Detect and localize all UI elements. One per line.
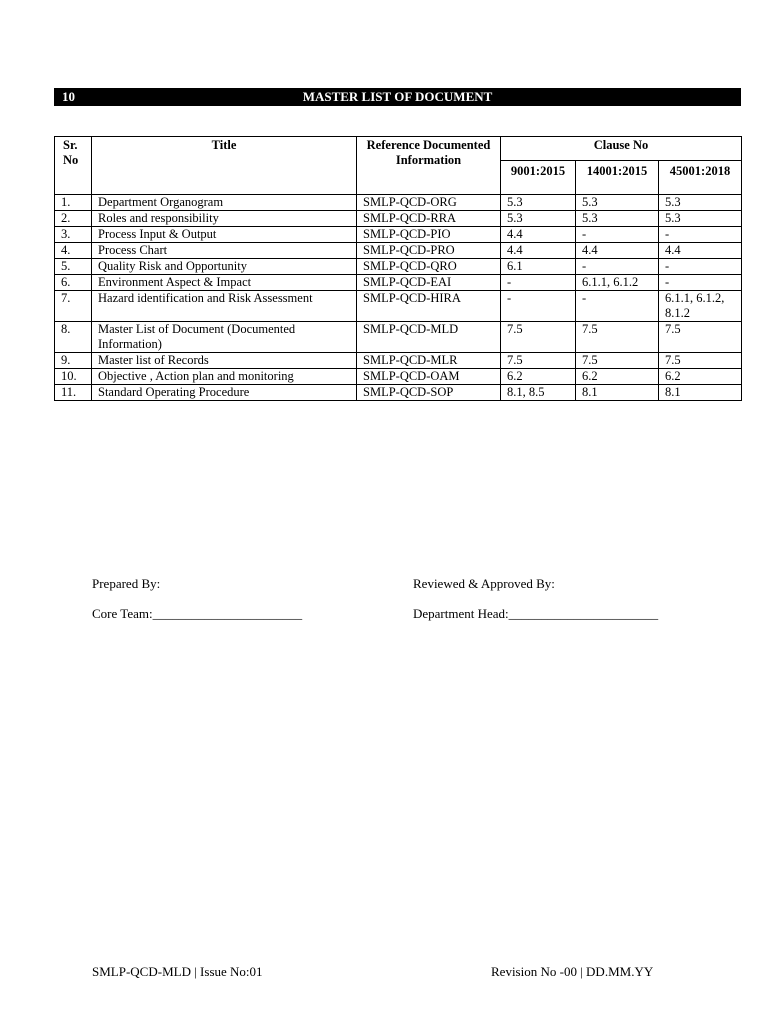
row-clause-9001: 4.4 — [501, 243, 576, 259]
table-row — [55, 195, 742, 211]
row-clause-45001: 4.4 — [659, 243, 742, 259]
row-clause-9001: 5.3 — [501, 211, 576, 227]
row-sr-no: 11. — [55, 385, 92, 401]
row-sr-no: 9. — [55, 353, 92, 369]
row-reference: SMLP-QCD-PIO — [357, 227, 501, 243]
row-title: Quality Risk and Opportunity — [92, 259, 357, 275]
row-clause-9001: 7.5 — [501, 353, 576, 369]
row-title: Objective , Action plan and monitoring — [92, 369, 357, 385]
table-row — [55, 369, 742, 385]
row-sr-no: 3. — [55, 227, 92, 243]
row-title: Process Input & Output — [92, 227, 357, 243]
row-title: Roles and responsibility — [92, 211, 357, 227]
row-clause-9001: - — [501, 275, 576, 291]
row-sr-no: 5. — [55, 259, 92, 275]
core-team-signature-line: Core Team:_______________________ — [92, 606, 303, 621]
row-sr-no: 8. — [55, 322, 92, 353]
row-clause-9001: - — [501, 291, 576, 322]
row-title: Department Organogram — [92, 195, 357, 211]
table-row — [55, 322, 742, 353]
row-clause-45001: - — [659, 259, 742, 275]
row-clause-14001: 7.5 — [576, 353, 659, 369]
row-clause-45001: 7.5 — [659, 353, 742, 369]
row-reference: SMLP-QCD-QRO — [357, 259, 501, 275]
table-row — [55, 353, 742, 369]
row-clause-9001: 8.1, 8.5 — [501, 385, 576, 401]
footer-revision: Revision No -00 | DD.MM.YY — [491, 964, 654, 979]
row-reference: SMLP-QCD-MLD — [357, 322, 501, 353]
department-head-signature-line: Department Head:_______________________ — [413, 606, 659, 621]
table-row — [55, 291, 742, 322]
table-row — [55, 243, 742, 259]
row-clause-14001: - — [576, 259, 659, 275]
row-reference: SMLP-QCD-PRO — [357, 243, 501, 259]
table-row — [55, 227, 742, 243]
row-clause-45001: 8.1 — [659, 385, 742, 401]
footer-document-id: SMLP-QCD-MLD | Issue No:01 — [92, 964, 263, 979]
row-clause-14001: 7.5 — [576, 322, 659, 353]
header-clause-14001: 14001:2015 — [576, 161, 659, 195]
row-sr-no: 6. — [55, 275, 92, 291]
row-clause-14001: 5.3 — [576, 211, 659, 227]
header-sr-no: Sr. No — [55, 137, 92, 195]
row-title: Master List of Document (Documented Information) — [92, 322, 357, 353]
row-clause-14001: - — [576, 291, 659, 322]
row-clause-9001: 6.1 — [501, 259, 576, 275]
prepared-by-label: Prepared By: — [92, 576, 161, 591]
row-title: Environment Aspect & Impact — [92, 275, 357, 291]
section-title: MASTER LIST OF DOCUMENT — [302, 89, 493, 104]
reviewed-approved-by-label: Reviewed & Approved By: — [413, 576, 555, 591]
table-row — [55, 259, 742, 275]
row-clause-45001: 5.3 — [659, 195, 742, 211]
row-clause-45001: 6.2 — [659, 369, 742, 385]
row-clause-45001: - — [659, 227, 742, 243]
row-reference: SMLP-QCD-OAM — [357, 369, 501, 385]
row-sr-no: 7. — [55, 291, 92, 322]
header-clause-45001: 45001:2018 — [659, 161, 742, 195]
row-clause-45001: 5.3 — [659, 211, 742, 227]
row-clause-14001: 8.1 — [576, 385, 659, 401]
header-clause-9001: 9001:2015 — [501, 161, 576, 195]
row-title: Master list of Records — [92, 353, 357, 369]
row-clause-14001: 5.3 — [576, 195, 659, 211]
section-header-bar — [54, 88, 741, 106]
header-reference: Reference Documented Information — [357, 137, 501, 195]
section-number: 10 — [62, 89, 75, 104]
row-sr-no: 1. — [55, 195, 92, 211]
row-clause-45001: 7.5 — [659, 322, 742, 353]
row-reference: SMLP-QCD-MLR — [357, 353, 501, 369]
master-document-table — [54, 136, 742, 401]
header-title: Title — [92, 137, 357, 195]
row-sr-no: 4. — [55, 243, 92, 259]
row-reference: SMLP-QCD-EAI — [357, 275, 501, 291]
row-title: Hazard identification and Risk Assessment — [92, 291, 357, 322]
row-reference: SMLP-QCD-SOP — [357, 385, 501, 401]
row-clause-45001: - — [659, 275, 742, 291]
header-clause-no: Clause No — [501, 137, 742, 161]
row-clause-9001: 7.5 — [501, 322, 576, 353]
row-clause-14001: 6.2 — [576, 369, 659, 385]
table-row — [55, 211, 742, 227]
row-clause-14001: - — [576, 227, 659, 243]
row-clause-45001: 6.1.1, 6.1.2, 8.1.2 — [659, 291, 742, 322]
row-title: Process Chart — [92, 243, 357, 259]
table-row — [55, 385, 742, 401]
row-sr-no: 10. — [55, 369, 92, 385]
row-reference: SMLP-QCD-HIRA — [357, 291, 501, 322]
table-row — [55, 275, 742, 291]
row-title: Standard Operating Procedure — [92, 385, 357, 401]
row-clause-9001: 5.3 — [501, 195, 576, 211]
row-clause-14001: 4.4 — [576, 243, 659, 259]
row-clause-9001: 4.4 — [501, 227, 576, 243]
row-reference: SMLP-QCD-ORG — [357, 195, 501, 211]
row-sr-no: 2. — [55, 211, 92, 227]
row-clause-9001: 6.2 — [501, 369, 576, 385]
row-reference: SMLP-QCD-RRA — [357, 211, 501, 227]
row-clause-14001: 6.1.1, 6.1.2 — [576, 275, 659, 291]
